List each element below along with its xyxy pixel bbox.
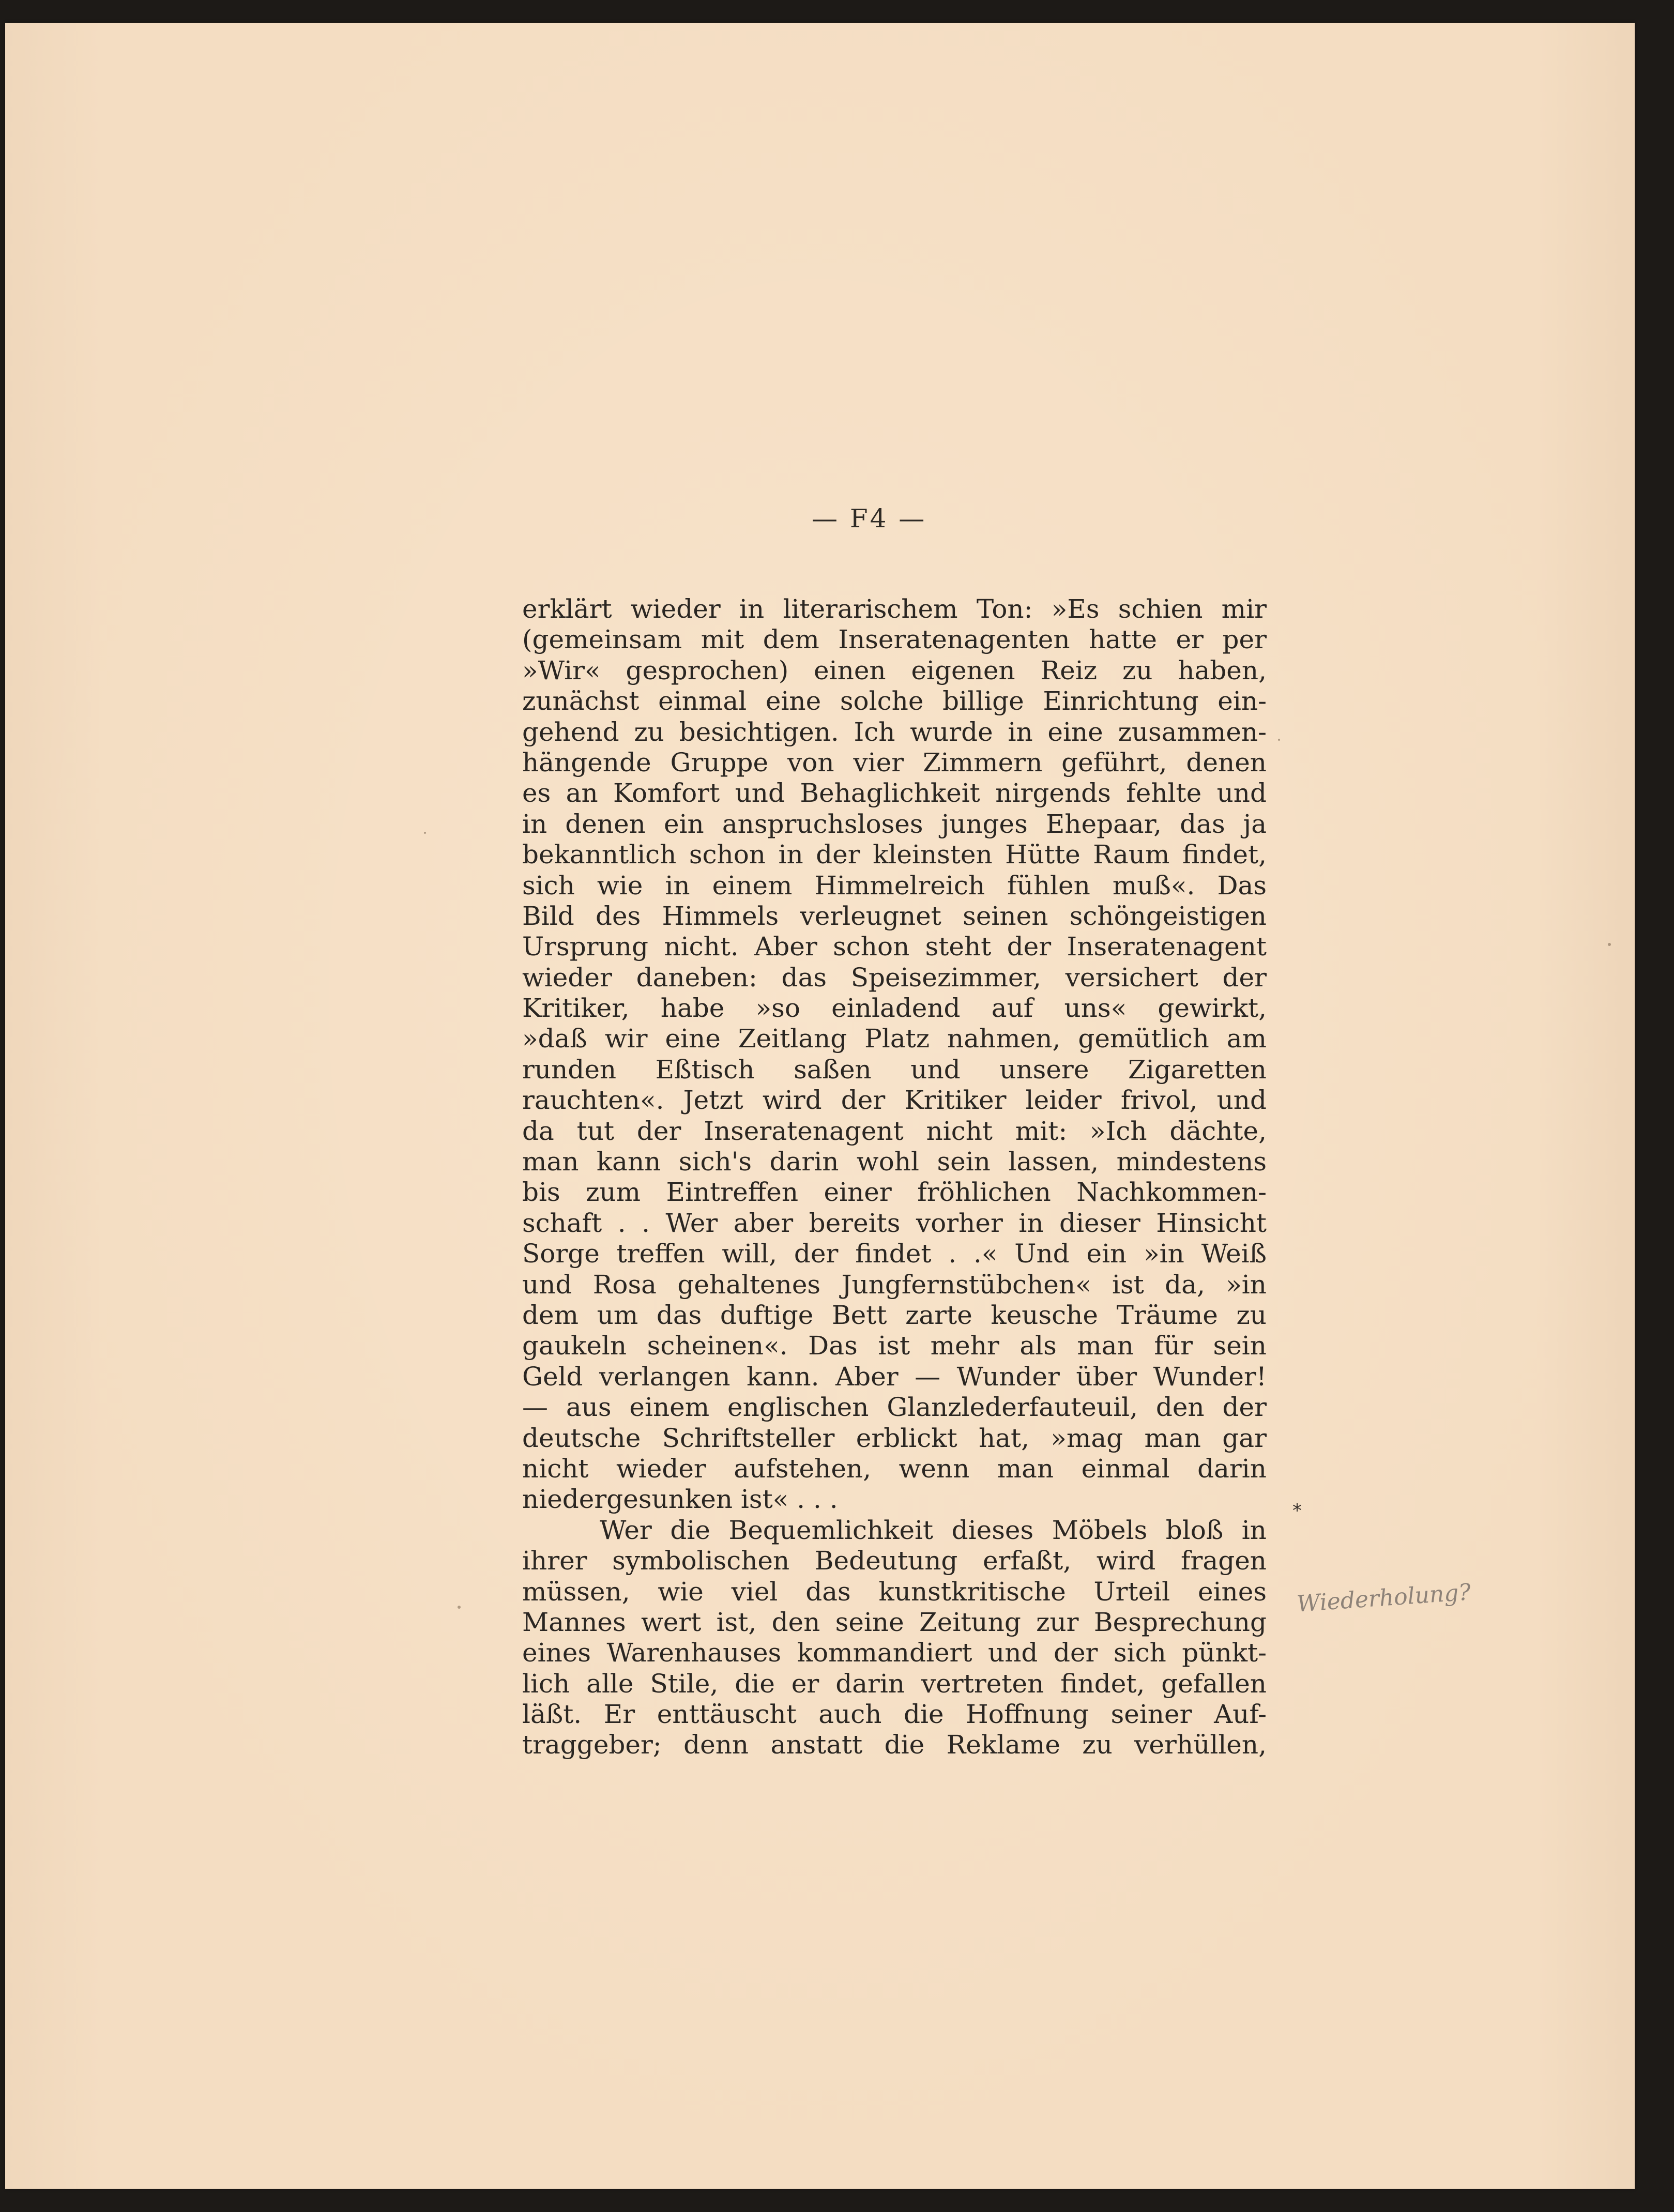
text-line: runden Eßtisch saßen und unsere Zigaretten: [522, 1054, 1267, 1085]
text-line: niedergesunken ist« . . .: [522, 1484, 838, 1515]
text-line: gehend zu besichtigen. Ich wurde in eine zusammen-: [522, 716, 1267, 747]
text-line: erklärt wieder in literarischem Ton: »Es schien mir: [522, 594, 1267, 624]
text-line: da tut der Inseratenagent nicht mit: »Ich dächte,: [522, 1116, 1267, 1146]
text-line: in denen ein anspruchsloses junges Ehepaar, das ja: [522, 808, 1267, 839]
margin-handwritten-note: Wiederholung?: [1296, 1579, 1472, 1618]
text-line: nicht wieder aufstehen, wenn man einmal darin: [522, 1453, 1267, 1484]
page-number: — F4 —: [812, 504, 927, 533]
paper-speck: [424, 832, 426, 834]
text-line: traggeber; denn anstatt die Reklame zu verhüllen,: [522, 1730, 1267, 1760]
text-line: gaukeln scheinen«. Das ist mehr als man für sein: [522, 1331, 1267, 1361]
text-line: Geld verlangen kann. Aber — Wunder über Wunder!: [522, 1361, 1267, 1392]
paper-sheet: [5, 23, 1635, 2189]
text-line: zunächst einmal eine solche billige Einrichtung ein-: [522, 686, 1267, 716]
text-line: sich wie in einem Himmelreich fühlen muß«. Das: [522, 870, 1267, 901]
text-line: ihrer symbolischen Bedeutung erfaßt, wird fragen: [522, 1546, 1267, 1576]
text-line: bekanntlich schon in der kleinsten Hütte Raum findet,: [522, 840, 1267, 870]
paper-speck: [458, 1606, 461, 1609]
text-line: Mannes wert ist, den seine Zeitung zur Besprechung: [522, 1607, 1267, 1637]
text-line: »Wir« gesprochen) einen eigenen Reiz zu haben,: [522, 655, 1267, 685]
text-line: dem um das duftige Bett zarte keusche Träume zu: [522, 1300, 1267, 1330]
text-line: und Rosa gehaltenes Jungfernstübchen« ist da, »in: [522, 1269, 1267, 1300]
text-line: es an Komfort und Behaglichkeit nirgends fehlte und: [522, 778, 1267, 808]
text-line: »daß wir eine Zeitlang Platz nahmen, gemütlich am: [522, 1024, 1267, 1054]
text-line: Bild des Himmels verleugnet seinen schöngeistigen: [522, 901, 1267, 931]
text-line: Kritiker, habe »so einladend auf uns« gewirkt,: [522, 993, 1267, 1024]
text-line: bis zum Eintreffen einer fröhlichen Nachkommen-: [522, 1177, 1267, 1208]
text-line: deutsche Schriftsteller erblickt hat, »mag man gar: [522, 1423, 1267, 1453]
text-line: Wer die Bequemlichkeit dieses Möbels bloß in: [600, 1515, 1267, 1545]
text-line: rauchten«. Jetzt wird der Kritiker leider frivol, und: [522, 1085, 1267, 1116]
text-line: wieder daneben: das Speisezimmer, versichert der: [522, 962, 1267, 993]
text-line: schaft . . Wer aber bereits vorher in dieser Hinsicht: [522, 1208, 1267, 1238]
body-text: [522, 594, 1267, 1761]
text-line: Sorge treffen will, der findet . .« Und ein »in Weiß: [522, 1239, 1267, 1269]
text-line: müssen, wie viel das kunstkritische Urteil eines: [522, 1576, 1267, 1607]
text-line: Ursprung nicht. Aber schon steht der Inseratenagent: [522, 932, 1267, 962]
paper-speck: [1278, 739, 1280, 741]
text-line: eines Warenhauses kommandiert und der sich pünkt-: [522, 1638, 1267, 1668]
paper-speck: [1608, 943, 1611, 946]
text-line: lich alle Stile, die er darin vertreten findet, gefallen: [522, 1668, 1267, 1699]
text-line: hängende Gruppe von vier Zimmern geführt, denen: [522, 747, 1267, 777]
text-line: man kann sich's darin wohl sein lassen, mindestens: [522, 1147, 1267, 1177]
text-line: läßt. Er enttäuscht auch die Hoffnung seiner Auf-: [522, 1699, 1267, 1730]
margin-mark: *: [1292, 1500, 1302, 1521]
text-line: (gemeinsam mit dem Inseratenagenten hatte er per: [522, 624, 1267, 655]
text-line: — aus einem englischen Glanzlederfauteuil, den der: [522, 1392, 1267, 1423]
